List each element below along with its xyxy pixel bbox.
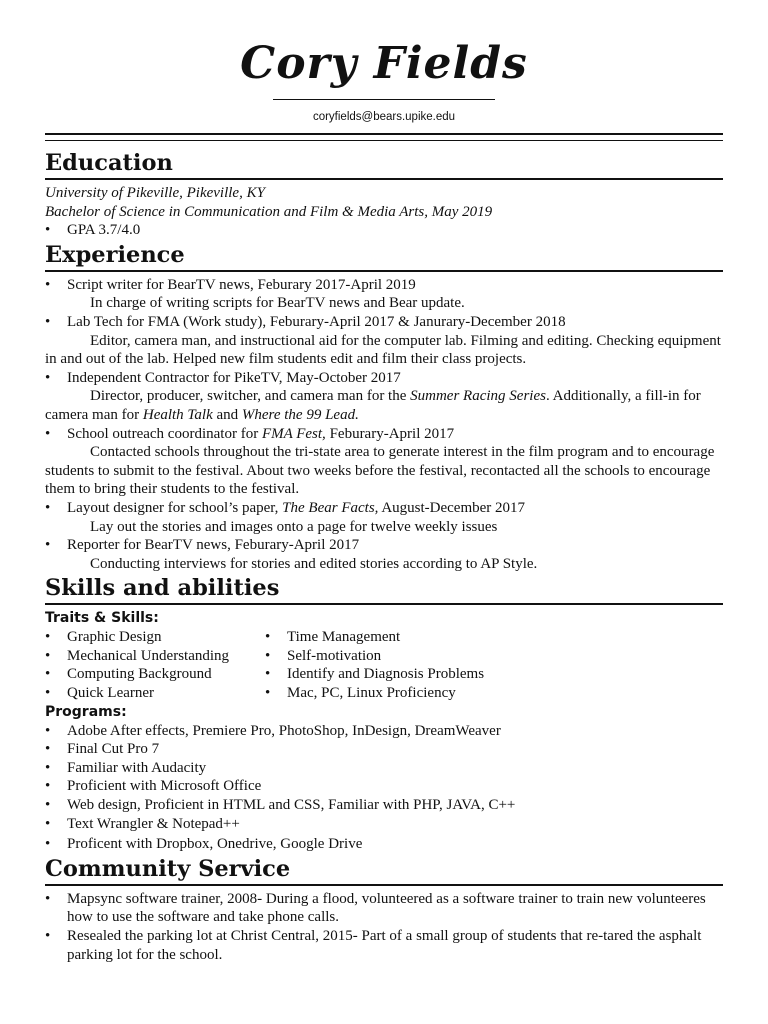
trait-item: • Identify and Diagnosis Problems: [265, 665, 485, 684]
header-divider-thick: [45, 133, 723, 135]
education-degree: Bachelor of Science in Communication and Film & Media Arts, May 2019: [45, 203, 493, 220]
resume-body: [45, 148, 723, 964]
education-gpa: • GPA 3.7/4.0: [45, 221, 723, 240]
education-heading: Education: [45, 148, 723, 180]
experience-item-head: • Reporter for BearTV news, Feburary-April 2017: [45, 536, 723, 555]
program-item: • Web design, Proficient in HTML and CSS, Familiar with PHP, JAVA, C++: [45, 796, 723, 815]
experience-item-desc: Contacted schools throughout the tri-state area to generate interest in the film program and to encourage students to submit to the festival. About two weeks before the festival, recontacted all the schools to encourage them to bring their students to the festival.: [45, 444, 715, 498]
community-item: • Mapsync software trainer, 2008- During a flood, volunteered as a software trainer to train new volunteeres how to use the software and take phone calls.: [45, 890, 723, 927]
head-text: Feburary-April 2017: [325, 425, 455, 442]
head-text: Layout designer for school’s paper,: [67, 499, 283, 516]
desc-text: and: [212, 406, 242, 423]
program-item: • Proficent with Dropbox, Onedrive, Google Drive: [45, 835, 723, 854]
head-italic-title: FMA Fest,: [261, 425, 326, 442]
desc-italic-title: Where the 99 Lead.: [241, 406, 359, 423]
skills-heading: Skills and abilities: [45, 573, 723, 605]
resume-name: Cory Fields: [240, 38, 528, 89]
name-underline: [273, 99, 495, 100]
trait-item: • Mac, PC, Linux Proficiency: [265, 684, 485, 703]
program-item: • Familiar with Audacity: [45, 759, 723, 778]
head-text: School outreach coordinator for: [67, 425, 262, 442]
trait-item: • Quick Learner: [45, 684, 265, 703]
trait-item: • Time Management: [265, 628, 485, 647]
traits-columns: [45, 628, 723, 702]
programs-label: Programs:: [45, 703, 127, 720]
experience-item-head: • Independent Contractor for PikeTV, May-October 2017: [45, 369, 723, 388]
trait-item: • Graphic Design: [45, 628, 265, 647]
experience-item-desc: In charge of writing scripts for BearTV news and Bear update.: [90, 295, 465, 312]
header-divider-thin: [45, 140, 723, 141]
trait-item: • Computing Background: [45, 665, 265, 684]
experience-item-head: [45, 425, 723, 444]
program-item: • Final Cut Pro 7: [45, 740, 723, 759]
experience-item-desc: Lay out the stories and images onto a page for twelve weekly issues: [90, 518, 498, 535]
experience-item-head: • Script writer for BearTV news, Feburary 2017-April 2019: [45, 276, 723, 295]
head-text: August-December 2017: [378, 499, 526, 516]
community-heading: Community Service: [45, 854, 723, 886]
head-italic-title: The Bear Facts,: [282, 499, 379, 516]
email-address[interactable]: coryfields@bears.upike.edu: [312, 111, 456, 123]
education-school: University of Pikeville, Pikeville, KY: [45, 185, 265, 201]
desc-italic-title: Health Talk: [142, 406, 213, 423]
experience-item-desc: [45, 387, 723, 424]
desc-text: . Additionally, a fill-in for camera man for: [45, 388, 701, 423]
experience-item-desc: Conducting interviews for stories and edited stories according to AP Style.: [90, 555, 538, 572]
traits-label: Traits & Skills:: [45, 610, 159, 627]
experience-item-desc: Editor, camera man, and instructional aid for the computer lab. Filming and editing. Checking equipment in and out of the lab. Helped new film students edit and film their class projects.: [45, 332, 721, 368]
community-item: • Resealed the parking lot at Christ Central, 2015- Part of a small group of students that re-tared the asphalt parking lot for the school.: [45, 927, 723, 964]
program-item: • Proficient with Microsoft Office: [45, 777, 723, 796]
traits-right-column: [265, 628, 485, 702]
traits-left-column: [45, 628, 265, 702]
desc-text: Director, producer, switcher, and camera man for the: [90, 388, 411, 405]
desc-italic-title: Summer Racing Series: [410, 388, 546, 405]
experience-item-head: • Lab Tech for FMA (Work study), Feburary-April 2017 & Janurary-December 2018: [45, 313, 723, 332]
experience-heading: Experience: [45, 240, 723, 272]
program-item: • Adobe After effects, Premiere Pro, PhotoShop, InDesign, DreamWeaver: [45, 722, 723, 741]
program-item: • Text Wrangler & Notepad++: [45, 815, 723, 834]
trait-item: • Self-motivation: [265, 647, 485, 666]
trait-item: • Mechanical Understanding: [45, 647, 265, 666]
experience-item-head: [45, 499, 723, 518]
